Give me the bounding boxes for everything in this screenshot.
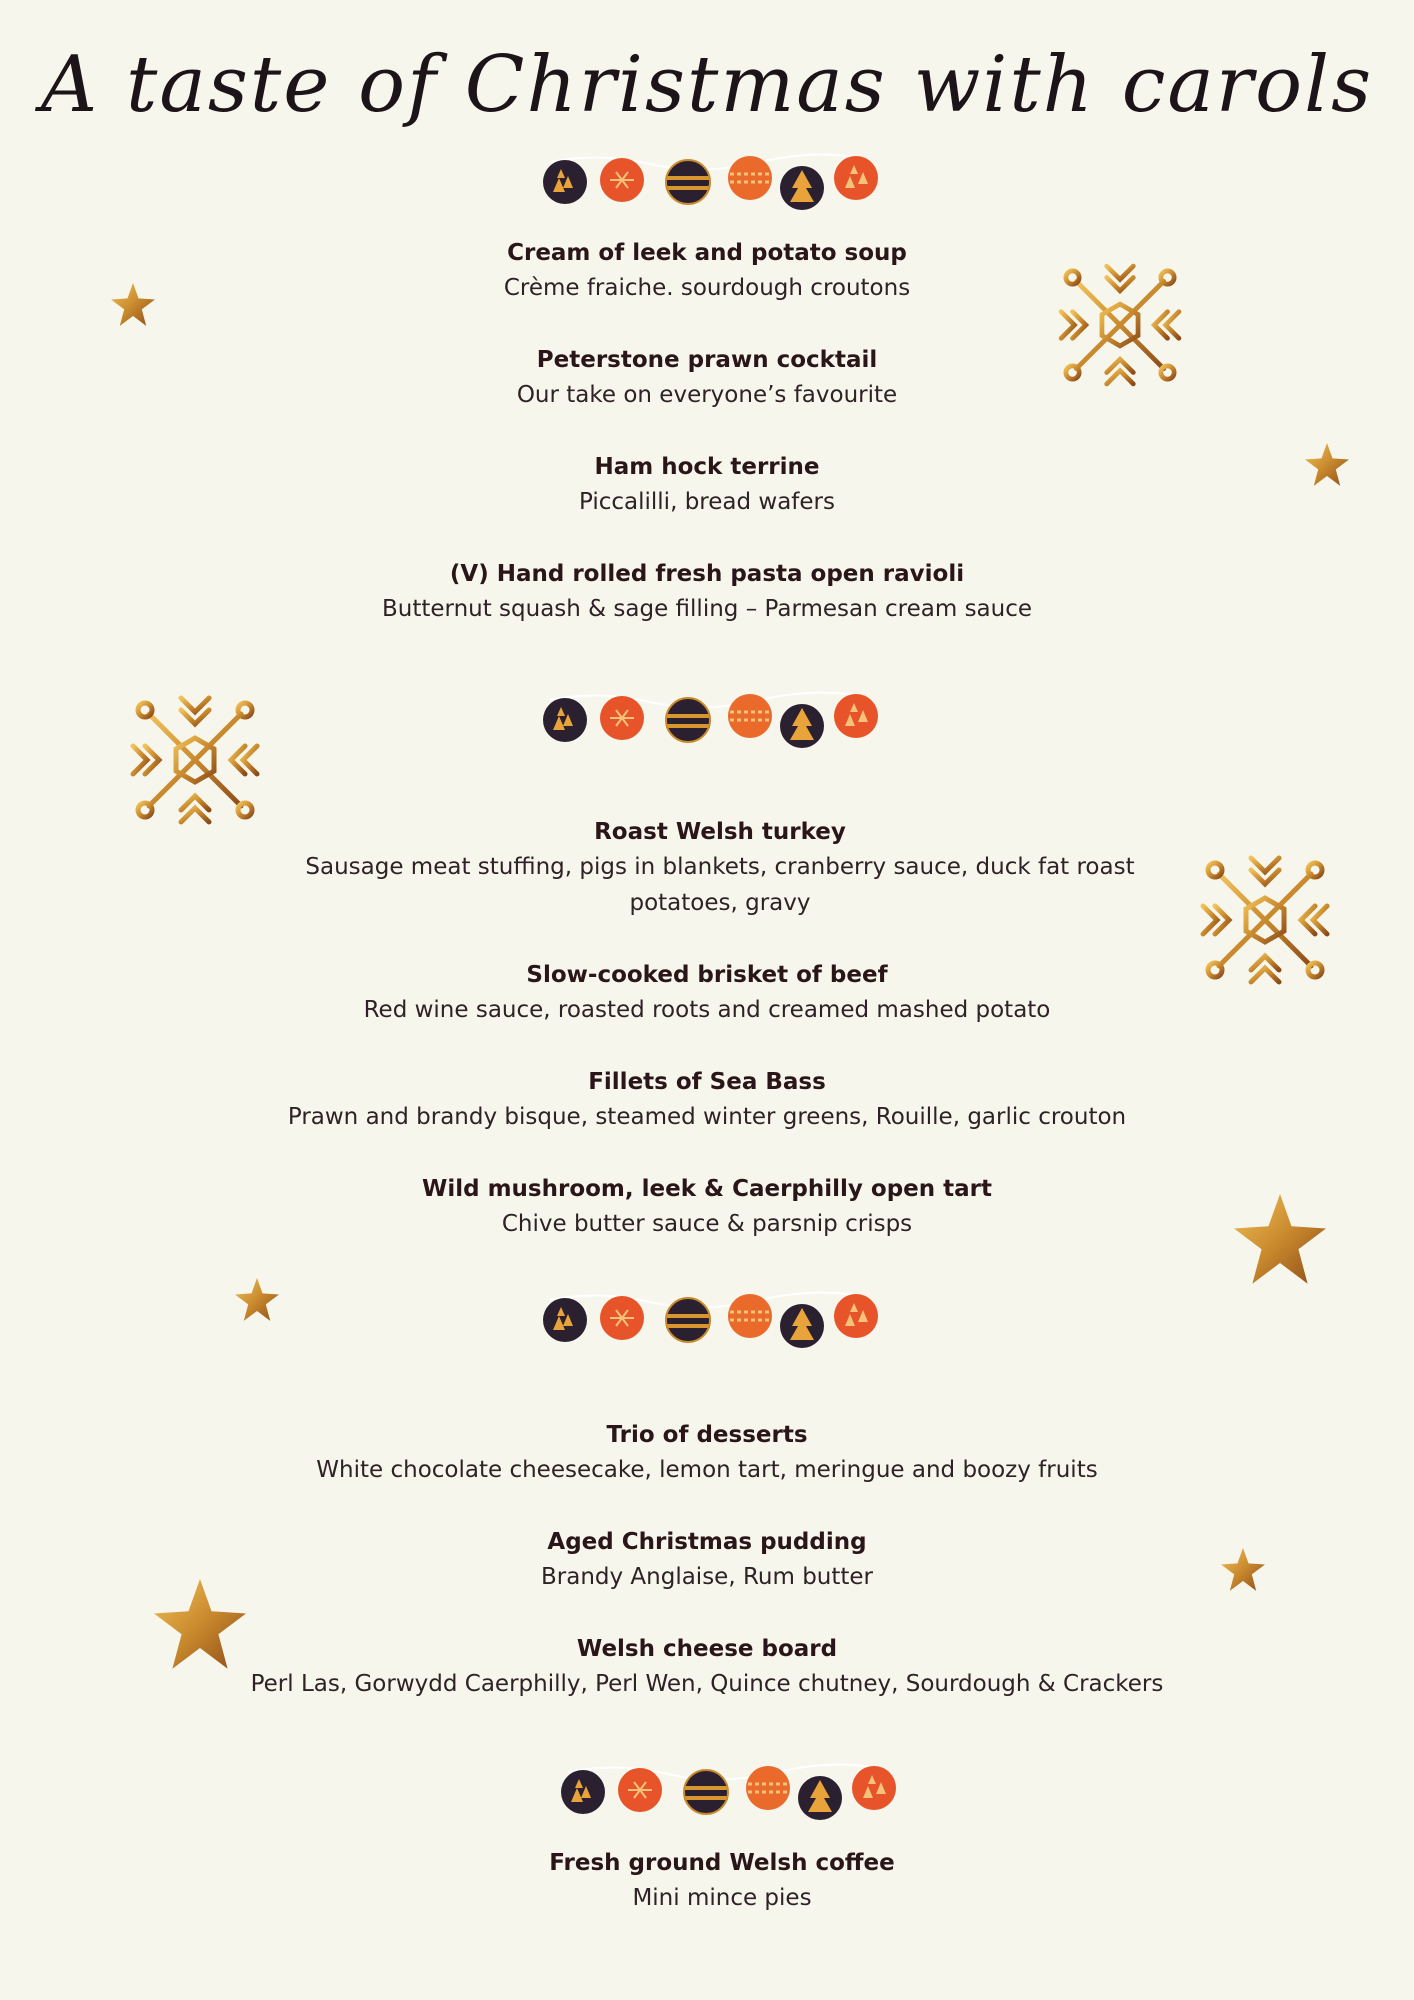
dish-name: Aged Christmas pudding	[547, 1529, 867, 1555]
dish-description: White chocolate cheesecake, lemon tart, meringue and boozy fruits	[316, 1457, 1098, 1483]
menu-item	[250, 815, 1190, 921]
dish-description: Butternut squash & sage filling – Parmesan cream sauce	[381, 596, 1033, 622]
menu-item	[200, 1632, 1214, 1702]
menu-item	[200, 343, 1214, 413]
star-icon	[108, 280, 158, 330]
menu-title: A taste of Christmas with carols	[40, 40, 1374, 130]
bauble-divider-icon	[540, 690, 880, 760]
dish-name: Welsh cheese board	[576, 1636, 838, 1662]
dish-description: Chive butter sauce & parsnip crisps	[501, 1211, 913, 1237]
dish-name: (V) Hand rolled fresh pasta open ravioli	[449, 561, 965, 587]
dish-name: Fresh ground Welsh coffee	[549, 1850, 895, 1876]
menu-item	[200, 236, 1214, 306]
dish-description: Crème fraiche. sourdough croutons	[503, 275, 911, 301]
dish-description: Our take on everyone’s favourite	[516, 382, 898, 408]
dish-description: Prawn and brandy bisque, steamed winter greens, Rouille, garlic crouton	[287, 1104, 1127, 1130]
dish-name: Cream of leek and potato soup	[507, 240, 907, 266]
dish-description: Sausage meat stuffing, pigs in blankets, cranberry sauce, duck fat roast potatoes, gravy	[305, 854, 1135, 916]
dish-name: Roast Welsh turkey	[594, 819, 846, 845]
dish-description: Mini mince pies	[632, 1885, 812, 1911]
menu-item	[200, 557, 1214, 627]
menu-item	[200, 1065, 1214, 1135]
menu-item	[200, 958, 1214, 1028]
bauble-divider-icon	[540, 152, 880, 222]
dish-name: Slow-cooked brisket of beef	[526, 962, 888, 988]
menu-item	[215, 1846, 1229, 1916]
dish-name: Fillets of Sea Bass	[588, 1069, 826, 1095]
dish-description: Red wine sauce, roasted roots and creamed mashed potato	[363, 997, 1051, 1023]
bauble-divider-icon	[558, 1762, 898, 1832]
star-icon	[1230, 1190, 1330, 1290]
menu-item	[200, 450, 1214, 520]
dish-name: Trio of desserts	[606, 1422, 808, 1448]
star-icon	[232, 1275, 282, 1325]
dish-description: Piccalilli, bread wafers	[578, 489, 835, 515]
bauble-divider-icon	[540, 1290, 880, 1360]
menu-item	[200, 1172, 1214, 1242]
star-icon	[1218, 1545, 1268, 1595]
dish-description: Perl Las, Gorwydd Caerphilly, Perl Wen, Quince chutney, Sourdough & Crackers	[250, 1671, 1164, 1697]
menu-item	[200, 1418, 1214, 1488]
dish-name: Wild mushroom, leek & Caerphilly open tart	[421, 1176, 993, 1202]
dish-name: Ham hock terrine	[594, 454, 820, 480]
star-icon	[1302, 440, 1352, 490]
dish-description: Brandy Anglaise, Rum butter	[540, 1564, 874, 1590]
menu-item	[200, 1525, 1214, 1595]
dish-name: Peterstone prawn cocktail	[536, 347, 878, 373]
